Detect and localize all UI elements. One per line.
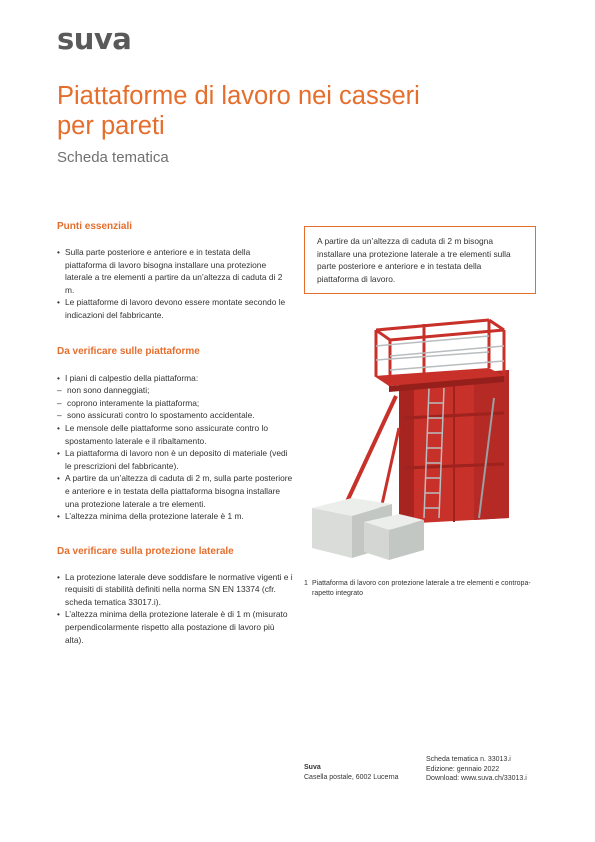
section-key-points xyxy=(57,221,293,322)
key-points-column xyxy=(57,221,293,646)
footer-postal: Casella postale, 6002 Lucerna xyxy=(304,774,399,781)
list-item: • La protezione laterale deve soddisfare le normative vigenti e i requisiti di stabilità definiti nella norma SN EN 13374 (cfr. scheda tematica 33017.i). xyxy=(57,571,293,609)
footer-address xyxy=(304,763,399,783)
caption-text: Piattaforma di lavoro con protezione laterale a tre elementi e controparapetto integrato xyxy=(312,580,531,597)
bullet-list xyxy=(57,571,293,647)
page-subtitle: Scheda tematica xyxy=(57,149,169,166)
footer-publication-info xyxy=(426,755,527,784)
section-platform-checks xyxy=(57,346,293,523)
section-heading: Da verificare sulla protezione laterale xyxy=(57,545,234,557)
footer-org: Suva xyxy=(304,764,321,771)
figure-formwork-platform xyxy=(304,318,536,568)
list-item: • L’altezza minima della protezione laterale è 1 m. xyxy=(57,510,293,523)
bullet-list xyxy=(57,372,293,523)
list-item: • L’altezza minima della protezione laterale è di 1 m (misurato perpendicolarmente rispetto alla postazione di lavoro più alta). xyxy=(57,608,293,646)
footer-download: Download: www.suva.ch/33013.i xyxy=(426,775,527,782)
section-guardrail-checks xyxy=(57,546,293,647)
footer-sheet-number: Scheda tematica n. 33013.i xyxy=(426,756,511,763)
list-item: • Le piattaforme di lavoro devono essere montate secondo le indicazioni del fabbricante. xyxy=(57,296,293,321)
figure-caption xyxy=(304,579,536,599)
push-pull-prop xyxy=(344,396,396,508)
callout-box: A partire da un’altezza di caduta di 2 m bisogna installare una protezione laterale a tre elementi sulla parte posteriore e anteriore e in testata della piattaforma di lavoro. xyxy=(304,226,536,294)
formwork-platform-illustration xyxy=(304,318,536,568)
section-heading: Punti essenziali xyxy=(57,221,133,232)
page-title xyxy=(57,81,477,141)
title-line-2: per pareti xyxy=(57,112,165,140)
list-item: • Sulla parte posteriore e anteriore e in testata della piattaforma di lavoro bisogna installare una protezione laterale a tre elementi a partire da un’altezza di caduta di 2 m. xyxy=(57,246,293,296)
footer-edition: Edizione: gennaio 2022 xyxy=(426,765,500,773)
list-subitem: – coprono interamente la piattaforma; xyxy=(57,397,293,410)
list-item: • A partire da un’altezza di caduta di 2 m, sulla parte posteriore e anteriore e in testata della piattaforma bisogna installare una protezione laterale a tre elementi. xyxy=(57,472,293,510)
suva-logo: suva xyxy=(57,22,132,56)
list-item: • La piattaforma di lavoro non è un deposito di materiale (vedi le prescrizioni del fabbricante). xyxy=(57,447,293,472)
list-item: • I piani di calpestio della piattaforma: xyxy=(57,372,293,385)
list-subitem: – sono assicurati contro lo spostamento accidentale. xyxy=(57,409,293,422)
title-line-1: Piattaforme di lavoro nei casseri xyxy=(57,82,420,110)
section-heading: Da verificare sulle piattaforme xyxy=(57,345,200,357)
caption-number: 1 xyxy=(304,580,308,587)
list-item: • Le mensole delle piattaforme sono assicurate contro lo spostamento laterale e il ribaltamento. xyxy=(57,422,293,447)
list-subitem: – non sono danneggiati; xyxy=(57,384,293,397)
bullet-list xyxy=(57,246,293,322)
